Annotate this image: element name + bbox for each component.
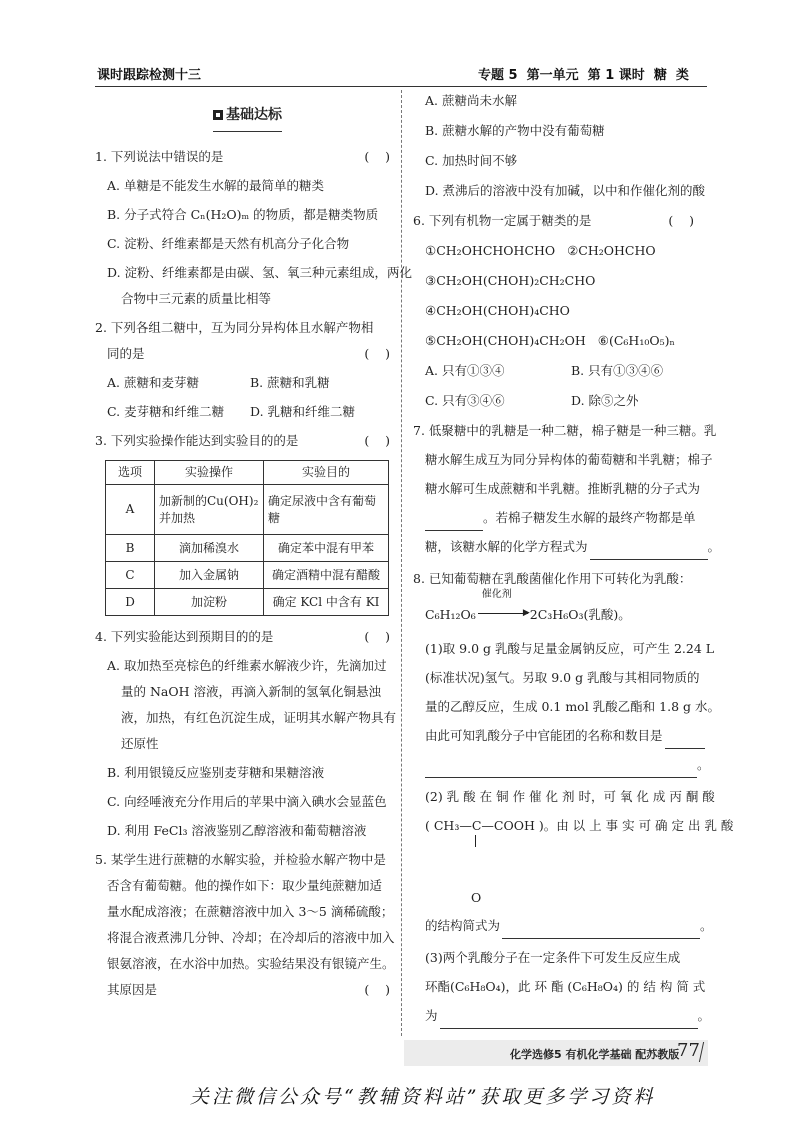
q4-option-a-cont: 还原性 bbox=[121, 736, 159, 751]
q4-option-a-cont: 量的 NaOH 溶液，再滴入新制的氢氧化铜悬浊 bbox=[121, 684, 381, 699]
q2-option-b: B. 蔗糖和乳糖 bbox=[250, 375, 330, 390]
answer-blank[interactable] bbox=[665, 734, 705, 749]
answer-blank[interactable] bbox=[440, 1014, 698, 1029]
q4-option-d: D. 利用 FeCl₃ 溶液鉴别乙醇溶液和葡萄糖溶液 bbox=[107, 823, 367, 838]
q6-options-ab bbox=[413, 358, 708, 384]
q5-option-c: C. 加热时间不够 bbox=[425, 153, 518, 168]
q6-option-a: A. 只有①③④ bbox=[425, 363, 505, 378]
answer-blank[interactable] bbox=[590, 545, 708, 560]
carbonyl-oxygen: O bbox=[471, 890, 482, 905]
q5-stem-cont: 否含有葡萄糖。他的操作如下：取少量纯蔗糖加适 bbox=[107, 878, 383, 893]
q4-option-c: C. 向经唾液充分作用后的苹果中滴入碘水会显蓝色 bbox=[107, 794, 387, 809]
q2-stem-cont: 同的是 ( ) bbox=[107, 346, 390, 361]
worksheet-title: 课时跟踪检测十三 bbox=[97, 68, 202, 83]
q8-part1-blank-line: 。 bbox=[413, 752, 708, 778]
q6-item-3: ③CH₂OH(CHOH)₂CH₂CHO bbox=[425, 273, 596, 288]
page-number: 77 bbox=[677, 1040, 700, 1061]
answer-blank[interactable] bbox=[425, 763, 697, 778]
q5-option-a: A. 蔗糖尚未水解 bbox=[425, 93, 517, 108]
q1-option-c: C. 淀粉、纤维素都是天然有机高分子化合物 bbox=[107, 236, 350, 251]
q6-stem: 6. 下列有机物一定属于糖类的是 ( ) bbox=[413, 213, 694, 228]
q7-stem: 7. 低聚糖中的乳糖是一种二糖，棉子糖是一种三糖。乳 bbox=[413, 423, 717, 438]
table-row: C 加入金属钠 确定酒精中混有醋酸 bbox=[106, 562, 389, 589]
q8-part2-question: 的结构简式为 。 bbox=[413, 913, 708, 939]
q5-stem: 5. 某学生进行蔗糖的水解实验，并检验水解产物中是 bbox=[95, 852, 386, 867]
q8-part3-cont: 环酯(C₆H₈O₄)，此 环 酯 (C₆H₈O₄) 的 结 构 简 式 bbox=[425, 979, 706, 994]
q8-equation: C₆H₁₂O₆ 催化剂 ▶ 2C₃H₆O₃(乳酸)。 bbox=[425, 589, 631, 622]
q5-stem-cont: 量水配成溶液；在蔗糖溶液中加入 3～5 滴稀硫酸； bbox=[107, 904, 394, 919]
q6-option-d: D. 除⑤之外 bbox=[571, 393, 639, 408]
q6-item-4: ④CH₂OH(CHOH)₄CHO bbox=[425, 303, 570, 318]
q4-option-a-cont: 液，加热，有红色沉淀生成，证明其水解产物具有 bbox=[121, 710, 397, 725]
catalyst-label: 催化剂 bbox=[481, 589, 512, 600]
column-divider bbox=[401, 90, 402, 1036]
q2-option-c: C. 麦芽糖和纤维二糖 bbox=[107, 404, 225, 419]
answer-blank[interactable] bbox=[502, 924, 700, 939]
q8-part1-question: 由此可知乳酸分子中官能团的名称和数目是 bbox=[413, 723, 708, 749]
q5-stem-cont: 将混合液煮沸几分钟、冷却；在冷却后的溶液中加入 bbox=[107, 930, 395, 945]
q1-option-a: A. 单糖是不能发生水解的最简单的糖类 bbox=[107, 178, 324, 193]
section-title: 基础达标 bbox=[226, 107, 282, 123]
q2-options-ab bbox=[95, 370, 390, 396]
experiment-table bbox=[105, 460, 389, 616]
q5-stem-cont: 其原因是 ( ) bbox=[107, 982, 390, 997]
q1-option-d: D. 淀粉、纤维素都是由碳、氢、氧三种元素组成，两化 bbox=[107, 265, 413, 280]
q7-stem-cont: 糖水解可生成蔗糖和半乳糖。推断乳糖的分子式为 bbox=[425, 481, 701, 496]
header-rule bbox=[95, 86, 707, 87]
q5-option-d: D. 煮沸后的溶液中没有加碱，以中和作催化剂的酸 bbox=[425, 183, 706, 198]
q8-part3: (3)两个乳酸分子在一定条件下可发生反应生成 bbox=[425, 950, 681, 965]
wechat-note: 关注微信公众号“教辅资料站”获取更多学习资料 bbox=[190, 1086, 656, 1108]
q8-part2: (2) 乳 酸 在 铜 作 催 化 剂 时，可 氧 化 成 丙 酮 酸 bbox=[425, 789, 715, 804]
q3-stem: 3. 下列实验操作能达到实验目的的是 ( ) bbox=[95, 433, 390, 448]
q8-stem: 8. 已知葡萄糖在乳酸菌催化作用下可转化为乳酸： bbox=[413, 571, 692, 586]
table-row: A 加新制的Cu(OH)₂ 并加热 确定尿液中含有葡萄糖 bbox=[106, 485, 389, 535]
left-column bbox=[95, 100, 413, 1003]
q2-options-cd bbox=[95, 399, 390, 425]
q4-option-b: B. 利用银镜反应鉴别麦芽糖和果糖溶液 bbox=[107, 765, 325, 780]
q7-blank-line: 。若棉子糖发生水解的最终产物都是单 bbox=[413, 505, 708, 531]
q2-stem: 2. 下列各组二糖中，互为同分异构体且水解产物相 bbox=[95, 320, 374, 335]
q8-part1-cont: (标准状况)氢气。另取 9.0 g 乳酸与其相同物质的 bbox=[425, 670, 700, 685]
section-heading bbox=[95, 100, 390, 134]
reaction-arrow bbox=[478, 613, 528, 614]
table-header: 实验目的 bbox=[264, 461, 389, 485]
chapter-info: 专题 5 第一单元 第 1 课时 糖 类 bbox=[478, 68, 689, 83]
q8-part2-formula: ( CH₃—C—COOH )。由 以 上 事 实 可 确 定 出 乳 酸 bbox=[413, 813, 708, 891]
q4-stem: 4. 下列实验能达到预期目的的是 ( ) bbox=[95, 629, 390, 644]
table-header: 实验操作 bbox=[155, 461, 264, 485]
q5-option-b: B. 蔗糖水解的产物中没有葡萄糖 bbox=[425, 123, 605, 138]
answer-blank[interactable] bbox=[425, 516, 483, 531]
q6-option-c: C. 只有③④⑥ bbox=[425, 393, 505, 408]
q7-equation-line: 糖，该糖水解的化学方程式为 。 bbox=[413, 534, 708, 560]
q2-option-d: D. 乳糖和纤维二糖 bbox=[250, 404, 356, 419]
q8-part1: (1)取 9.0 g 乳酸与足量金属钠反应，可产生 2.24 L bbox=[425, 641, 715, 656]
q1-stem: 1. 下列说法中错误的是 ( ) bbox=[95, 144, 390, 170]
answer-paren: ( ) bbox=[364, 149, 390, 164]
table-row: D 加淀粉 确定 KCl 中含有 KI bbox=[106, 589, 389, 616]
q1-option-b: B. 分子式符合 Cₙ(H₂O)ₘ 的物质，都是糖类物质 bbox=[107, 207, 379, 222]
q2-option-a: A. 蔗糖和麦芽糖 bbox=[107, 375, 199, 390]
q6-items-1-2: ①CH₂OHCHOHCHO ②CH₂OHCHO bbox=[425, 243, 656, 258]
q6-option-b: B. 只有①③④⑥ bbox=[571, 363, 664, 378]
q6-options-cd bbox=[413, 388, 708, 414]
carbonyl-bond bbox=[475, 835, 476, 847]
table-row: B 滴加稀溴水 确定苯中混有甲苯 bbox=[106, 535, 389, 562]
right-column bbox=[413, 88, 734, 1029]
q8-part3-question: 为 。 bbox=[413, 1003, 708, 1029]
section-square-icon bbox=[213, 110, 223, 120]
q1-option-d-cont: 合物中三元素的质量比相等 bbox=[121, 291, 272, 306]
book-title: 化学选修5 有机化学基础 配苏教版 bbox=[510, 1048, 680, 1061]
q8-part1-cont: 量的乙醇反应，生成 0.1 mol 乳酸乙酯和 1.8 g 水。 bbox=[425, 699, 720, 714]
q6-items-5-6: ⑤CH₂OH(CHOH)₄CH₂OH ⑥(C₆H₁₀O₅)ₙ bbox=[425, 333, 675, 348]
q7-stem-cont: 糖水解生成互为同分异构体的葡萄糖和半乳糖；棉子 bbox=[425, 452, 713, 467]
table-header: 选项 bbox=[106, 461, 155, 485]
q4-option-a: A. 取加热至亮棕色的纤维素水解液少许，先滴加过 bbox=[107, 658, 387, 673]
q5-stem-cont: 银氨溶液，在水浴中加热。实验结果没有银镜产生。 bbox=[107, 956, 395, 971]
